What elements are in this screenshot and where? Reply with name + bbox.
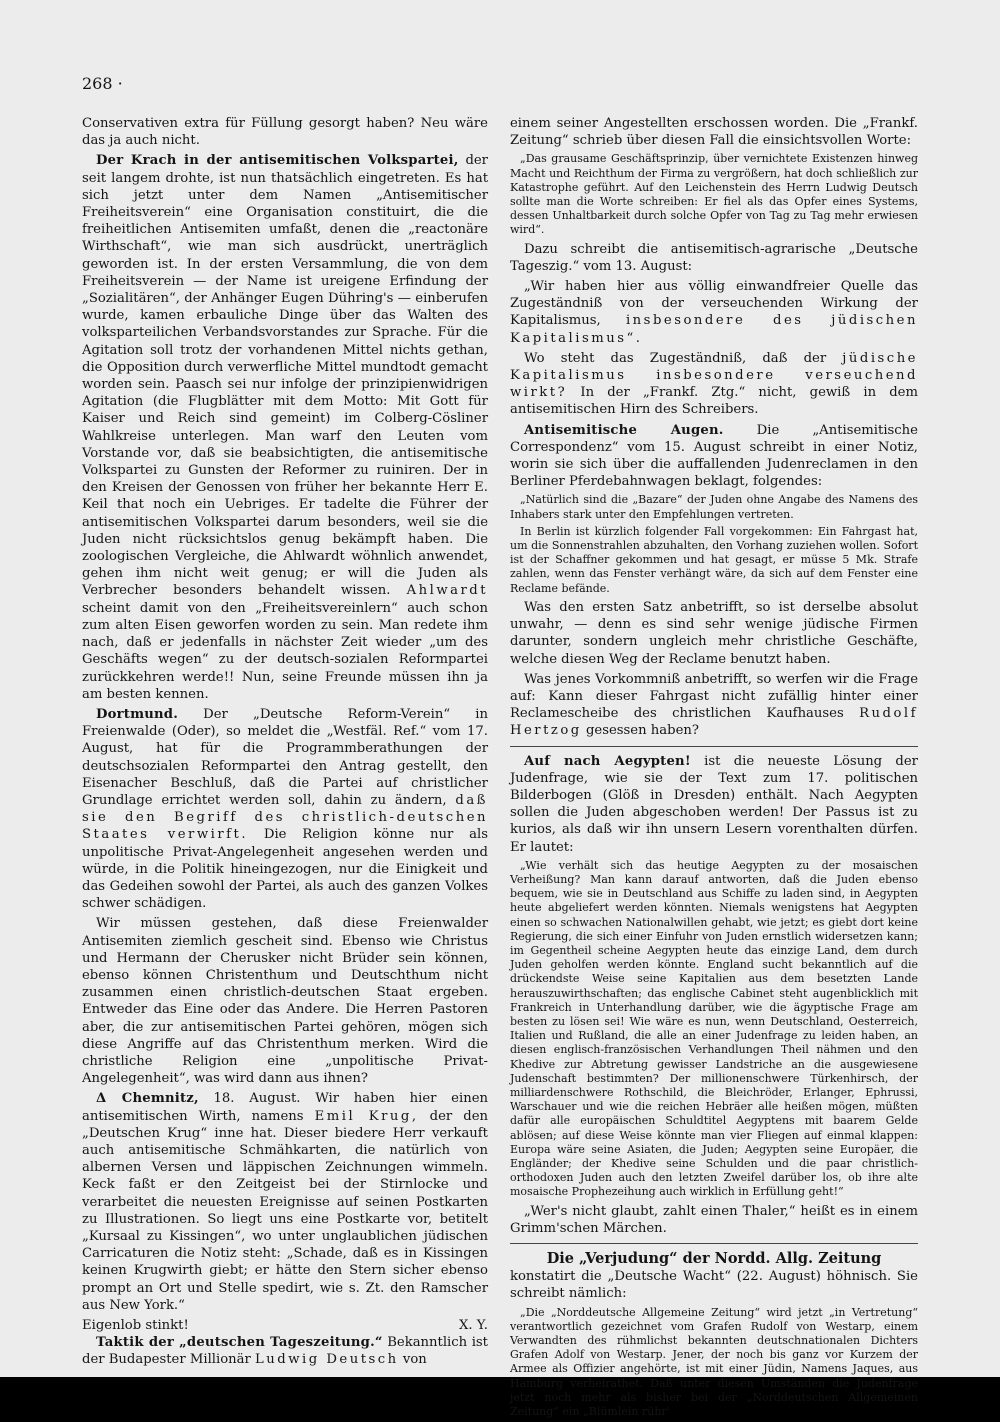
quote-paragraph	[510, 278, 918, 347]
paragraph-text: gesessen haben?	[585, 723, 699, 739]
article-heading: Δ Chemnitz,	[96, 1091, 199, 1107]
spaced-name: Ludwig Deutsch	[255, 1352, 399, 1368]
article-taktik	[82, 1334, 488, 1368]
article-heading: Dortmund.	[96, 706, 179, 722]
paragraph-text: 18. August. Wir haben hier einen antisemitischen Wirth, namens	[82, 1091, 488, 1124]
paragraph: konstatirt die „Deutsche Wacht“ (22. August) höhnisch. Sie schreibt nämlich:	[510, 1269, 918, 1302]
block-quote: „Die „Norddeutsche Allgemeine Zeitung“ wird jetzt „in Vertretung“ verantwortlich gezeichnet vom Grafen Rudolf von Westarp, einem Verwandten des rühmlichst bekannten deutschnationalen Dichters Grafen Adolf von Westarp. Jener, der noch bis ganz vor Kurzem der Armee als Offizier angehörte, ist mit einer Jüdin, Namens Jaques, aus Hamburg verheirathet. Daß unter diesen Umständen die Judenfrage jetzt noch mehr als bisher bei der „Norddeutschen Allgemeinen Zeitung“ ein „Blümlein rühr'	[510, 1305, 918, 1419]
paragraph: Dazu schreibt die antisemitisch-agrarische „Deutsche Tageszig.“ vom 13. August:	[510, 241, 918, 274]
paragraph-text: ist die neueste Lösung der Judenfrage, wie sie der Text zum 17. politischen Bilderbogen (Glöß in Dresden) enthält. Nach Aegypten sollen die Juden abgeschoben werden! Der Passus ist zu kurios, als daß wir ihn unsern Lesern vorenthalten dürfen. Er lautet:	[510, 753, 918, 855]
page-number: 268 ·	[82, 74, 123, 93]
paragraph-text: Bekanntlich ist der Budapester Millionär	[82, 1335, 488, 1368]
block-quote: In Berlin ist kürzlich folgender Fall vorgekommen: Ein Fahrgast hat, um die Sonnenstrahlen abzuhalten, den Vorhang zuziehen wollen. Sofort ist der Schaffner gekommen und hat gesagt, er müsse 5 Mk. Strafe zahlen, wenn das Fenster verhängt wäre, da sich auf dem Fenster eine Reclame befände.	[510, 524, 918, 595]
article-augen	[510, 422, 918, 491]
article-dortmund	[82, 706, 488, 912]
paragraph-composite	[510, 671, 918, 740]
spaced-name: Ahlwardt	[406, 583, 489, 599]
paragraph-text: der seit langem drohte, ist nun thatsächlich eingetreten. Es hat sich jetzt unter dem Namen „Antisemitischer Freiheitsverein“ eine Organisation constituirt, die die freiheitlichen Antisemiten umfaßt, denen die „reactonäre Wirthschaft“, wie man sich ausdrückt, unerträglich geworden ist. In der ersten Versammlung, die von dem Freiheitsverein — der Name ist ureigene Erfindung der „Sozialitären“, der Anhänger Eugen Dühring's — einberufen wurde, kamen erbauliche Dinge über das Walten des volksparteilichen Verbandsvorstandes zur Sprache. Für die Agitation soll trotz der vorhandenen Mittel nichts gethan, die Opposition durch verwerfliche Mittel mundtodt gemacht worden sein. Paasch sei nur infolge der prinzipienwidrigen Agitation (die Flugblätter mit dem Motto: Mit Gott für Kaiser und Reich sind gemeint) im Colberg-Cösliner Wahlkreise unterlegen. Man warf den Leuten vom Vorstande vor, daß sie beabsichtigten, die antisemitische Volkspartei zu Gunsten der Reformer zu ruiniren. Der in den Kreisen der Genossen von früher her bekannte Herr E. Keil that noch ein Uebriges. Er tadelte die Führer der antisemitischen Volkspartei darum besonders, weil sie die Juden nicht rücksichtslos genug bekämpft haben. Die zoologischen Vergleiche, die Ahlwardt wöhnlich anwendet, gehen ihm nicht weit genug; er will die Juden als Verbrecher besonders behandelt wissen.	[82, 153, 488, 599]
article-heading: Der Krach in der antisemitischen Volkspartei,	[96, 153, 459, 169]
paragraph-text: Die „Antisemitische Correspondenz“ vom 15. August schreibt in einer Notiz, worin sie sich über die auffallenden Judenreclamen in den Berliner Pferdebahnwagen beklagt, folgendes:	[510, 422, 918, 490]
paragraph: Wir müssen gestehen, daß diese Freienwalder Antisemiten ziemlich gescheit sind. Ebenso wie Christus und Hermann der Cherusker nicht Brüder sein können, ebenso können Christenthum und Deutschthum nicht zusammen einen christlich-deutschen Staat ergeben. Entweder das Eine oder das Andere. Die Herren Pastoren aber, die zur antisemitischen Partei gehören, mögen sich diese Angriffe auf das Christenthum merken. Wird die christliche Religion eine „unpolitische Privat-Angelegenheit“, was wird dann aus ihnen?	[82, 916, 488, 1087]
signature-right: X. Y.	[459, 1318, 488, 1334]
article-heading: Auf nach Aegypten!	[524, 753, 691, 769]
spaced-text: insbesondere des jüdischen Kapitalismus“.	[510, 313, 918, 346]
block-quote: „Natürlich sind die „Bazare“ der Juden ohne Angabe des Namens des Inhabers stark unter den Empfehlungen vertreten.	[510, 493, 918, 521]
right-column	[510, 115, 918, 1422]
article-chemnitz	[82, 1090, 488, 1314]
spaced-text: jüdische Kapitalismus insbesondere verseuchend wirkt?	[510, 350, 918, 401]
spaced-name: Emil Krug,	[314, 1108, 419, 1124]
section-divider	[510, 1243, 918, 1244]
paragraph: Was den ersten Satz anbetrifft, so ist derselbe absolut unwahr, — denn es sind sehr wenige jüdische Firmen darunter, sondern ungleich mehr christliche Geschäfte, welche diesen Weg der Reclame benutzt haben.	[510, 599, 918, 667]
paragraph-text: Was jenes Vorkommniß anbetrifft, so werfen wir die Frage auf: Kann dieser Fahrgast nicht zufällig hinter einer Reclamescheibe des christlichen Kaufhauses	[510, 671, 918, 722]
article-aegypten	[510, 753, 918, 856]
section-divider	[510, 746, 918, 747]
paragraph-text: von	[402, 1352, 427, 1368]
paragraph-text: Die Religion könne nur als unpolitische Privat-Angelegenheit angesehen werden und würde, in die Politik hineingezogen, nur die Einigkeit und das Gedeihen sowohl der Partei, als auch des ganzen Volkes schwer schädigen.	[82, 827, 488, 912]
article-heading: Taktik der „deutschen Tageszeitung.“	[96, 1335, 383, 1351]
paragraph-composite	[510, 350, 918, 419]
paragraph-text: Der „Deutsche Reform-Verein“ in Freienwalde (Oder), so meldet die „Westfäl. Ref.“ vom 17. August, hat für die Programmberathungen der deutschsozialen Reformpartei den Antrag gestellt, den Eisenacher Beschluß, daß die Partei auf christlicher Grundlage errichtet werden soll, dahin zu ändern,	[82, 706, 488, 808]
paragraph-text: der den „Deutschen Krug“ inne hat. Dieser biedere Herr verkauft auch antisemitische Schmähkarten, die natürlich von albernen Versen und läppischen Zeichnungen wimmeln. Keck faßt er den Zeitgeist bei der Stirnlocke und verarbeitet die neuesten Ereignisse auf seinen Postkarten zu Illustrationen. So liegt uns eine Postkarte vor, betitelt „Kursaal zu Kissingen“, wo unter unglaublichen jüdischen Carricaturen die Notiz steht: „Schade, daß es in Kissingen keinen Krugwirth giebt; er hätte den Stern sicher ebenso prompt an Ort und Stelle spedirt, wie s. Zt. den Ramscher aus New York.“	[82, 1108, 488, 1313]
paragraph: einem seiner Angestellten erschossen worden. Die „Frankf. Zeitung“ schrieb über diesen Fall die einsichtsvollen Worte:	[510, 116, 918, 149]
paragraph: „Wer's nicht glaubt, zahlt einen Thaler,“ heißt es in einem Grimm'schen Märchen.	[510, 1203, 918, 1236]
paragraph-text: In der „Frankf. Ztg.“ nicht, gewiß in dem antisemitischen Hirn des Schreibers.	[510, 385, 918, 418]
block-quote: „Das grausame Geschäftsprinzip, über vernichtete Existenzen hinweg Macht und Reichthum der Firma zu vergrößern, hat doch schließlich zur Katastrophe geführt. Auf den Leichenstein des Herrn Ludwig Deutsch sollte man die Worte schreiben: Er fiel als das Opfer eines Systems, dessen Unhaltbarkeit durch solche Opfer von Tag zu Tag mehr erwiesen wird“.	[510, 152, 918, 237]
signature-line	[82, 1317, 488, 1334]
paragraph-text: „Wir haben hier aus völlig einwandfreier Quelle das Zugeständniß von der verseuchenden Wirkung der Kapitalismus,	[510, 279, 918, 329]
article-heading: Antisemitische Augen.	[524, 422, 724, 438]
spaced-text: daß sie den Begriff des christlich-deutschen Staates verwirft.	[82, 792, 488, 843]
paragraph-text: Wo steht das Zugeständniß, daß der	[524, 350, 827, 366]
left-column	[82, 115, 488, 1372]
article-krach	[82, 152, 488, 703]
paragraph: Conservativen extra für Füllung gesorgt haben? Neu wäre das ja auch nicht.	[82, 116, 488, 149]
article-heading: Die „Verjudung“ der Nordd. Allg. Zeitung	[546, 1250, 882, 1268]
paragraph-text: scheint damit von den „Freiheitsvereinlern“ auch schon zum alten Eisen geworfen worden zu sein. Man redete ihm nach, daß er jedenfalls in nächster Zeit wieder „um des Geschäfts wegen“ zu der deutsch-sozialen Reformpartei zurückkehren werde!! Nun, seine Freunde müssen ihn ja am besten kennen.	[82, 600, 488, 702]
block-quote: „Wie verhält sich das heutige Aegypten zu der mosaischen Verheißung? Man kann darauf antworten, daß die Juden ebenso bequem, wie sie in Deutschland aus Schiffe zu laden sind, in Aegypten heute abgeliefert werden könnten. Niemals wenigstens hat Aegypten einen so schwachen Nationalwillen gehabt, wie jetzt; es giebt dort keine Regierung, die sich einer Einfuhr von Juden ernstlich widersetzen kann; im Gegentheil scheine Aegypten heute das einzige Land, dem durch Juden geholfen werden könnte. England sucht bekanntlich auf die drückendste Weise seine Kapitalien aus dem besetzten Lande herauszuwirthschaften; das englische Cabinet steht augenblicklich mit Frankreich in Unterhandlung darüber, wie die ägyptische Frage am besten zu lösen sei! Wie wäre es nun, wenn Deutschland, Oesterreich, Italien und Rußland, die alle an einer Judenfrage zu leiden haben, an diesen englisch-französischen Verhandlungen Theil nähmen und den Khedive zur Abtretung gewisser Landstriche an die ausgewiesene Judenschaft bestimmten? Der millionenschwere Türkenhirsch, der milliardenschwere Rothschild, die Bleichröder, Erlanger, Ephrussi, Warschauer und wie die reichen Hebräer alle heißen mögen, müßten dafür alle europäischen Schuldtitel Aegyptens mit baarem Gelde ablösen; auf diese Weise könnte man vier Fliegen auf einmal klappen: Europa wäre seine Asiaten, die Juden; Aegypten seine Europäer, die Engländer; der Khedive seine Schulden und die paar christlich-orthodoxen Juden auch den letzten Zweifel darüber los, ob ihre alte mosaische Prophezeihung auch wirklich in Erfüllung geht!“	[510, 858, 918, 1199]
spaced-name: Rudolf Hertzog	[510, 706, 918, 739]
signature-left: Eigenlob stinkt!	[82, 1318, 189, 1334]
